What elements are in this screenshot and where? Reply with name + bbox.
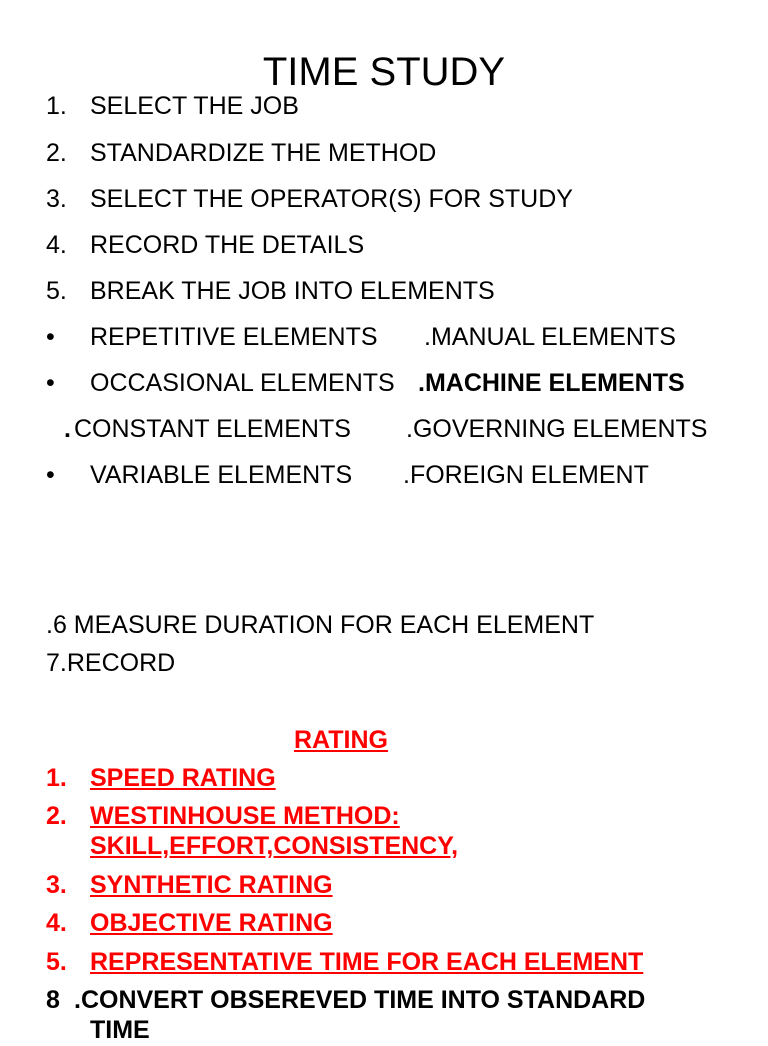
element-left: CONSTANT ELEMENTS [74,415,351,443]
bullet-icon: • [46,369,55,397]
step-text: TIME [90,1016,150,1044]
bullet-icon: • [46,461,55,489]
step-number: 8 [46,986,60,1014]
element-right: .FOREIGN ELEMENT [403,461,649,489]
rating-number: 5. [46,948,67,976]
element-lead: . [64,415,71,443]
element-left: OCCASIONAL ELEMENTS [90,369,395,397]
element-left: VARIABLE ELEMENTS [90,461,353,489]
step-text: .CONVERT OBSEREVED TIME INTO STANDARD [74,986,646,1014]
slide-title: TIME STUDY [262,50,506,94]
element-right: .MANUAL ELEMENTS [424,323,676,351]
step-number: 4. [46,231,67,259]
step-text: BREAK THE JOB INTO ELEMENTS [90,277,495,305]
rating-text: WESTINHOUSE METHOD: [90,802,400,830]
element-right: .GOVERNING ELEMENTS [406,415,708,443]
rating-text: SPEED RATING [90,764,276,792]
step-text: STANDARDIZE THE METHOD [90,139,437,167]
element-left: REPETITIVE ELEMENTS [90,323,378,351]
rating-heading: RATING [294,726,388,754]
rating-text: SKILL,EFFORT,CONSISTENCY, [90,832,459,860]
rating-text: SYNTHETIC RATING [90,871,333,899]
step-7: 7.RECORD [46,649,176,677]
step-number: 2. [46,139,67,167]
step-text: SELECT THE OPERATOR(S) FOR STUDY [90,185,573,213]
bullet-icon: • [46,323,55,351]
rating-text: REPRESENTATIVE TIME FOR EACH ELEMENT [90,948,644,976]
step-number: 3. [46,185,67,213]
step-text: SELECT THE JOB [90,92,299,120]
step-number: 5. [46,277,67,305]
step-number: 1. [46,92,67,120]
rating-number: 1. [46,764,67,792]
step-6: .6 MEASURE DURATION FOR EACH ELEMENT [46,611,595,639]
rating-number: 4. [46,909,67,937]
rating-number: 3. [46,871,67,899]
rating-text: OBJECTIVE RATING [90,909,333,937]
element-right: .MACHINE ELEMENTS [418,369,685,397]
rating-number: 2. [46,802,67,830]
step-text: RECORD THE DETAILS [90,231,365,259]
